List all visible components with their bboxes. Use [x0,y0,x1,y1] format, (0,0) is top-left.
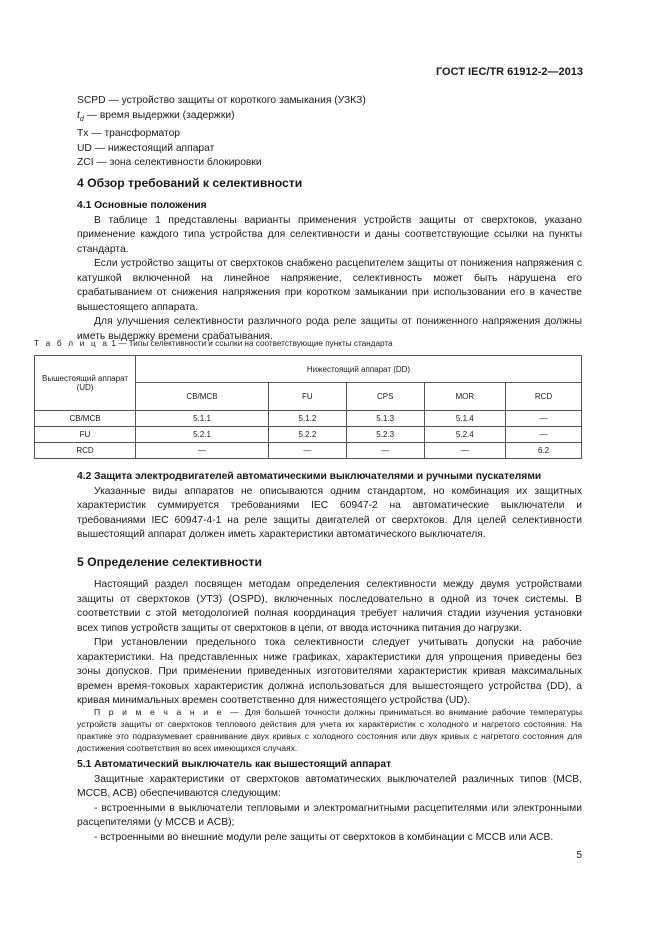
page-number: 5 [576,850,582,861]
table-row [35,411,582,427]
section-5-1-title: 5.1 Автоматический выключатель как вышестоящий аппарат [77,759,392,770]
section-5-paragraph-2: При установлении предельного тока селективности следует учитывать допуски на рабочие характеристики. На представленных ниже графиках, характеристики для упрощения приведены без зоны допусков. При применении приведенных изготовителями характеристик кривая максимальных времен время-токовых характеристик должна использоваться для вышестоящего устройства (DD), а кривая минимальных времен соответственно для нижестоящего устройства (UD). [77,637,582,706]
page-header: ГОСТ IEC/TR 61912-2—2013 [435,66,583,78]
abbr-scpd: SCPD — устройство защиты от короткого замыкания (УЗКЗ) [77,95,366,106]
table-cell: — [346,443,424,459]
table-cell: 5.2.1 [136,427,269,443]
section-5-1-bullet-1: - встроенными в выключатели тепловыми и электромагнитными расцепителями или электронными расцепителями (у MCCB и ACB); [77,802,582,828]
note-text: Для большей точности должны приниматься во внимание рабочие температуры устройств защиты от сверхтоков теплового действия для учета их характеристик с холодного и нагретого состояния. На практике это подразумевает сравнивание двух кривых с холодного состояния или двух кривых с нагретого состояния для достижения соответствия во всех имеющихся случаях. [77,707,582,753]
row-label: CB/MCB [35,411,136,427]
section-5-1-bullet-2: - встроенными во внешние модули реле защиты от сверхтоков в комбинации с MCCB или ACB. [94,831,554,843]
abbr-td-symbol: t [77,109,80,121]
table-cell: 5.2.2 [268,427,346,443]
table-cell: — [136,443,269,459]
table-cell: 5.1.2 [268,411,346,427]
note [77,706,582,754]
row-label: FU [35,427,136,443]
table-column-header: RCD [506,383,582,411]
table-cell: 5.1.1 [136,411,269,427]
table-1-caption-text: 1 — Типы селективности и ссылки на соответствующие пункты стандарта [111,339,393,348]
table-cell: — [506,411,582,427]
table-1-caption [34,339,393,348]
section-4-2 [77,470,582,543]
section-5-paragraph-1: Настоящий раздел посвящен методам определения селективности между двумя устройствами защиты от сверхтоков (УТЗ) (OSPD), включенных последовательно в одной из точек системы. В соответствии с этой методологией полная координация требует наличия стадии изучения установки всех типов устройств защиты от сверхтоков в цепи, от ввода источника питания до нагрузки. [77,579,582,634]
section-4-1-paragraph-3: Для улучшения селективности различного рода реле защиты от пониженного напряжения должны иметь выдержку времени срабатывания. [77,316,582,342]
section-4-2-paragraph-1: Указанные виды аппаратов не описываются одним стандартом, но комбинация их защитных характеристик суммируется требованиями IEC 60947-2 на автоматические выключатели и требованиями IEC 60947-4-1 на реле защиты двигателей от сверхтоков. Для целей селективности вышестоящий аппарат должен иметь характеристики автоматического выключателя. [77,485,582,540]
table-column-header: CPS [346,383,424,411]
abbr-zci: ZCI — зона селективности блокировки [77,157,262,169]
row-label: RCD [35,443,136,459]
table-row [35,443,582,459]
table-column-header: FU [268,383,346,411]
table-cell: — [506,427,582,443]
abbr-td-text: — время выдержки (задержки) [86,109,235,121]
abbr-tx: Tx — трансформатор [77,128,181,140]
abbr-td [77,109,582,128]
table-corner-header: Вышестоящий аппарат (UD) [35,356,136,411]
section-5-body [77,578,582,709]
table-column-header: CB/MCB [136,383,269,411]
table-1-caption-prefix: Т а б л и ц а [34,339,110,348]
section-5-1 [77,758,582,845]
section-5-title: 5 Определение селективности [77,555,262,569]
table-cell: — [268,443,346,459]
section-4 [77,176,582,191]
table-group-header: Нижестоящий аппарат (DD) [136,356,582,383]
note-prefix: П р и м е ч а н и е — [94,707,241,717]
table-row [35,427,582,443]
abbreviations-list [77,94,582,171]
section-4-title: 4 Обзор требований к селективности [77,176,303,190]
section-5-1-paragraph-1: Защитные характеристики от сверхтоков автоматических выключателей различных типов (MCB, MCCB, ACB) обеспечиваются следующим: [77,773,582,799]
abbr-ud: UD — нижестоящий аппарат [77,142,215,154]
table-cell: — [424,443,505,459]
section-4-1 [77,199,582,344]
section-5 [77,555,582,570]
table-column-header: MOR [424,383,505,411]
section-4-1-paragraph-2: Если устройство защиты от сверхтоков снабжено расцепителем защиты от понижения напряжения с катушкой включенной на линейное напряжение, селективность может быть нарушена его срабатыванием от снижения напряжения при коротком замыкании при использовании его в качестве вышестоящего аппарата. [77,258,582,313]
table-cell: 5.1.4 [424,411,505,427]
table-cell: 5.2.4 [424,427,505,443]
note-paragraph [77,706,582,754]
section-4-1-paragraph-1: В таблице 1 представлены варианты применения устройств защиты от сверхтоков, указано применение каждого типа устройства для селективности и даны соответствующие ссылки на пункты стандарта. [77,214,582,255]
abbr-td-subscript: d [79,115,84,123]
section-4-1-title: 4.1 Основные положения [77,200,207,211]
table-cell: 5.1.3 [346,411,424,427]
table-1 [34,355,582,459]
table-cell: 6.2 [506,443,582,459]
table-cell: 5.2.3 [346,427,424,443]
section-4-2-title: 4.2 Защита электродвигателей автоматическими выключателями и ручными пускателями [77,471,542,482]
